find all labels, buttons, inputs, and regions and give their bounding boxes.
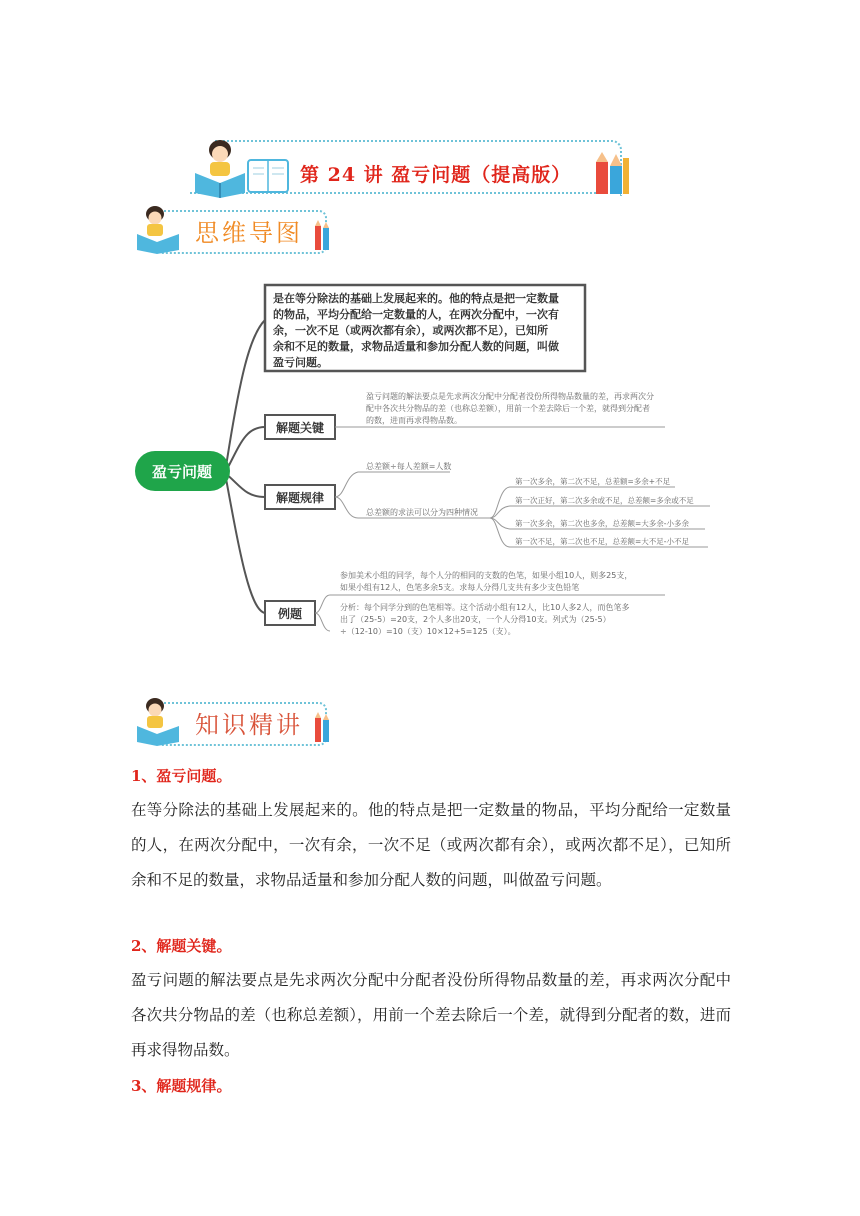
definition-line: 余和不足的数量，求物品适量和参加分配人数的问题，叫做 (273, 340, 559, 353)
branch-line (225, 320, 265, 473)
girl-reading-icon (190, 138, 295, 198)
section-label-knowledge: 知识精讲 (195, 711, 303, 739)
key-text-line: 的数，进而再求得物品数。 (366, 416, 462, 425)
paragraph-1: 在等分除法的基础上发展起来的。他的特点是把一定数量的物品，平均分配给一定数量的人，在两次分配中，一次有余，一次不足（或两次都有余），或两次都不足），已知所余和不足的数量，求物品适量和参加分配人数的问题，叫做盈亏问题。 (131, 801, 731, 889)
example-solution (340, 602, 629, 636)
pencils-icon (590, 150, 630, 196)
definition-line: 的物品，平均分配给一定数量的人，在两次分配中，一次有 (273, 308, 559, 321)
rule-case: 第一次不足，第二次也不足，总差额=大不足-小不足 (515, 537, 689, 546)
key-text-line: 配中各次共分物品的差（也称总差额），用前一个差去除后一个差，就得到分配者 (366, 404, 650, 413)
definition-line: 是在等分除法的基础上发展起来的。他的特点是把一定数量 (273, 292, 559, 305)
definition-line: 盈亏问题。 (273, 356, 328, 369)
rule-cases-intro: 总差额的求法可以分为四种情况 (366, 508, 478, 517)
branch-line (225, 473, 265, 613)
example-node-label: 例题 (277, 607, 303, 621)
example-problem (340, 570, 632, 593)
girl-reading-icon (135, 204, 187, 254)
rule-case: 第一次多余，第二次不足，总差额=多余+不足 (515, 477, 671, 486)
girl-reading-icon (135, 696, 187, 746)
mind-map (130, 275, 720, 655)
paragraph-2: 盈亏问题的解法要点是先求两次分配中分配者没份所得物品数量的差，再求两次分配中各次共分物品的差（也称总差额），用前一个差去除后一个差，就得到分配者的数，进而再求得物品数。 (131, 971, 731, 1059)
example-solution-line: 出了（25-5）=20支，2个人多出20支，一个人分得10支。列式为（25-5） (340, 615, 611, 624)
section-label-mindmap: 思维导图 (195, 219, 303, 247)
definition-line: 余，一次不足（或两次都有余），或两次都不足），已知所 (273, 324, 548, 337)
key-node-label: 解题关键 (275, 421, 325, 435)
heading-2: 2、解题关键。 (131, 937, 232, 955)
example-problem-line: 如果小组有12人，色笔多余5支。求每人分得几支共有多少支色铅笔 (340, 583, 580, 592)
rule-case: 第一次多余，第二次也多余，总差额=大多余-小多余 (515, 519, 689, 528)
pencils-icon (313, 220, 335, 250)
page-title: 第 24 讲 盈亏问题（提高版） (300, 164, 572, 186)
branch-line (225, 473, 265, 497)
heading-3: 3、解题规律。 (131, 1077, 232, 1095)
center-node-label: 盈亏问题 (151, 463, 213, 481)
heading-1: 1、盈亏问题。 (131, 767, 232, 785)
rule-node-label: 解题规律 (275, 491, 325, 505)
example-solution-line: 分析：每个同学分到的色笔相等。这个活动小组有12人，比10人多2人，而色笔多 (340, 603, 630, 612)
rule-case: 第一次正好，第二次多余或不足，总差额=多余或不足 (515, 496, 694, 505)
key-text-line: 盈亏问题的解法要点是先求两次分配中分配者没份所得物品数量的差，再求两次分 (366, 392, 654, 401)
example-problem-line: 参加美术小组的同学，每个人分的相同的支数的色笔，如果小组10人，则多25支， (340, 571, 633, 580)
pencils-icon (313, 712, 335, 742)
rule-formula: 总差额÷每人差额=人数 (366, 462, 452, 471)
key-text (366, 391, 654, 426)
example-solution-line: ÷（12-10）=10（支）10×12+5=125（支）。 (340, 627, 516, 636)
